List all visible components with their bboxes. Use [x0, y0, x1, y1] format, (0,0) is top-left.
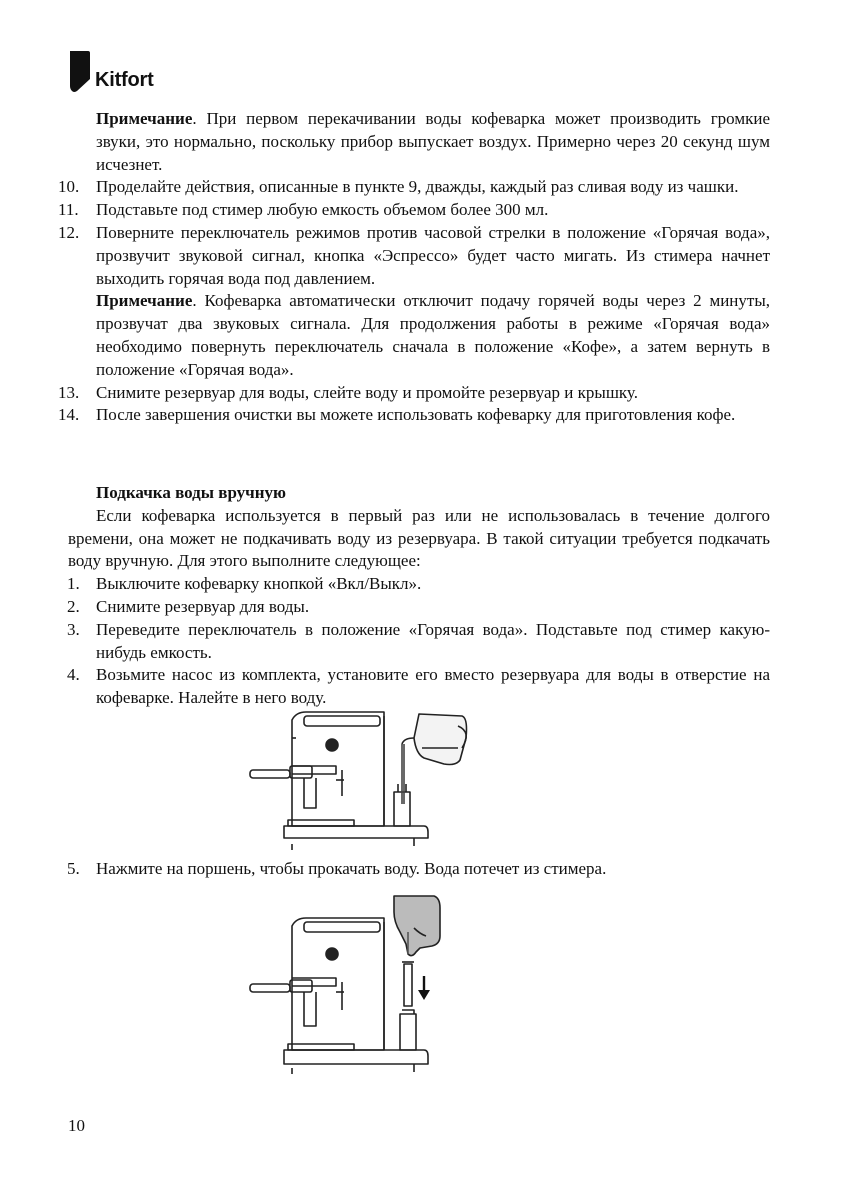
- item-number: 14.: [58, 405, 80, 425]
- item-number: 5.: [67, 859, 80, 878]
- section-heading: [0, 482, 841, 505]
- section-manual-pump: [0, 482, 841, 710]
- list-item: [0, 619, 841, 665]
- illustration-pour-water: [244, 708, 474, 852]
- note-auto-off: [0, 290, 841, 381]
- note-text: . Кофеварка автоматически отключит подачу горячей воды через 2 минуты, прозвучат два звуковых сигнала. Для продолжения работы в режиме «Горячая вода» необходимо повернуть переключатель сначала в положение «Кофе», а затем вернуть в положение «Горячая вода».: [96, 291, 770, 379]
- note-first-pump: [0, 108, 841, 176]
- item-number: 3.: [67, 619, 80, 639]
- item-text: Переведите переключатель в положение «Горячая вода». Подставьте под стимер какую-нибудь емкость.: [96, 619, 770, 662]
- item-text: Снимите резервуар для воды, слейте воду и промойте резервуар и крышку.: [96, 382, 638, 402]
- list-item: [0, 382, 841, 405]
- item-number: 1.: [67, 574, 80, 594]
- list-item: [0, 404, 841, 427]
- section-washing: [0, 108, 841, 427]
- list-item: [0, 858, 841, 881]
- item-number: 4.: [67, 665, 80, 685]
- item-number: 2.: [67, 596, 80, 616]
- item-text: Подставьте под стимер любую емкость объемом более 300 мл.: [96, 200, 549, 220]
- list-item: [0, 573, 841, 596]
- item-text: После завершения очистки вы можете использовать кофеварку для приготовления кофе.: [96, 405, 736, 425]
- note-text: . При первом перекачивании воды кофеварка может производить громкие звуки, это нормально, поскольку прибор выпускает воздух. Примерно через 20 секунд шум исчезнет.: [96, 109, 770, 174]
- kitfort-logo-mark: [68, 49, 92, 93]
- page-number: 10: [68, 1116, 85, 1135]
- item-text: Нажмите на поршень, чтобы прокачать воду. Вода потечет из стимера.: [96, 859, 607, 878]
- item-number: 10.: [58, 177, 80, 197]
- list-item: [0, 596, 841, 619]
- intro-paragraph: Если кофеварка используется в первый раз или не использовалась в течение долгого времени, она может не подкачивать воду из резервуара. В такой ситуации требуется подкачать воду вручную. Для этого выполните следующее:: [68, 505, 770, 571]
- item-text: Возьмите насос из комплекта, установите его вместо резервуара для воды в отверстие на кофеварке. Налейте в него воду.: [96, 665, 770, 708]
- step-5: [0, 858, 841, 881]
- item-number: 11.: [58, 200, 79, 220]
- kitfort-logo: [68, 49, 154, 93]
- arrow-down-icon: [418, 976, 430, 1000]
- item-text: Поверните переключатель режимов против часовой стрелки в положение «Горячая вода», прозвучит звуковой сигнал, кнопка «Эспрессо» будет часто мигать. Из стимера начнет выходить горячая вода под давлением.: [96, 222, 770, 288]
- item-text: Проделайте действия, описанные в пункте 9, дважды, каждый раз сливая воду из чашки.: [96, 177, 739, 197]
- illustration-press-piston: [244, 892, 444, 1076]
- item-number: 12.: [58, 222, 80, 242]
- list-item: [0, 664, 841, 710]
- item-number: 13.: [58, 382, 80, 402]
- list-item: [0, 176, 841, 199]
- item-text: Снимите резервуар для воды.: [96, 596, 310, 616]
- note-label: Примечание: [96, 291, 193, 311]
- note-label: Примечание: [96, 109, 193, 128]
- heading-text: Подкачка воды вручную: [96, 483, 287, 502]
- list-item: [0, 199, 841, 222]
- item-text: Выключите кофеварку кнопкой «Вкл/Выкл».: [96, 574, 422, 594]
- list-item: [0, 222, 841, 290]
- kitfort-logo-text: Kitfort: [95, 68, 154, 91]
